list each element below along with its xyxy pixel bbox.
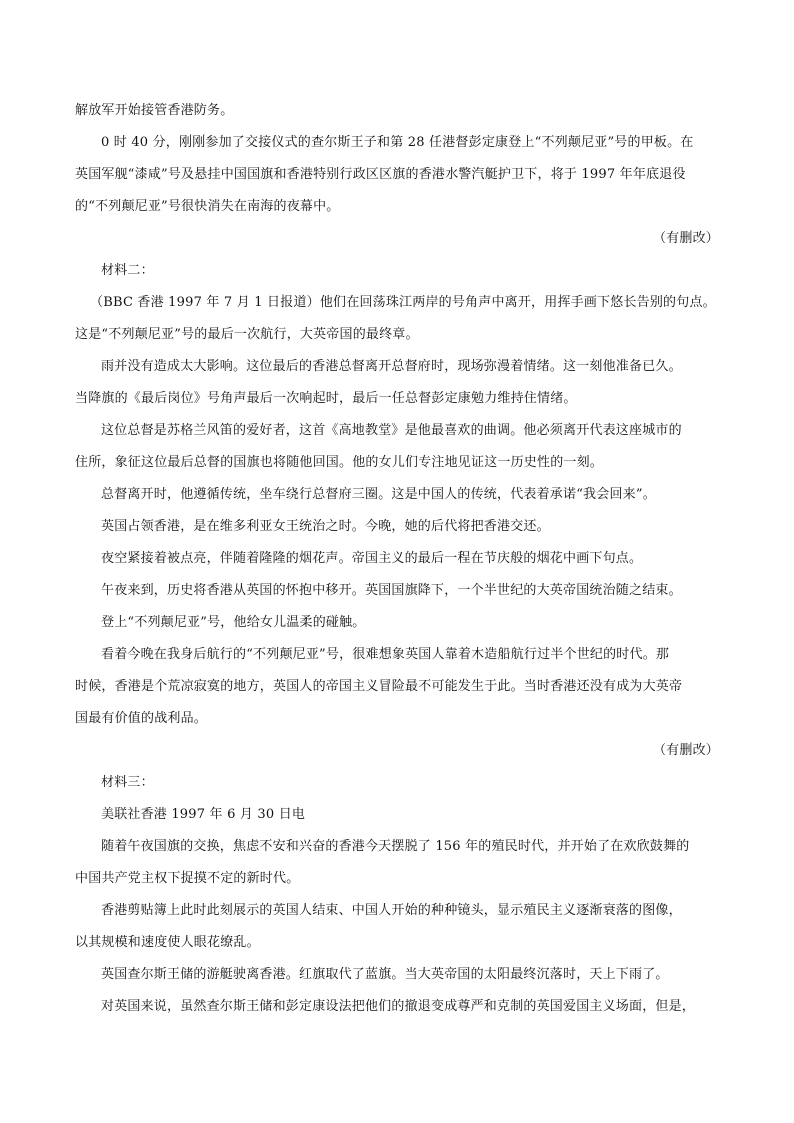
text-line: 住所，象征这位最后总督的国旗也将随他回国。他的女儿们专注地见证这一历史性的一刻。 xyxy=(75,455,604,470)
text-line: 随着午夜国旗的交换，焦虑不安和兴奋的香港今天摆脱了 156 年的殖民时代，并开始了在欢欣鼓舞的 xyxy=(101,839,690,854)
section-heading: 材料三： xyxy=(101,775,154,790)
text-line: 中国共产党主权下捉摸不定的新时代。 xyxy=(75,871,300,886)
text-line: 0 时 40 分，刚刚参加了交接仪式的查尔斯王子和第 28 任港督彭定康登上“不列颠尼亚”号的甲板。在 xyxy=(101,135,694,150)
text-line: 英国占领香港，是在维多利亚女王统治之时。今晚，她的后代将把香港交还。 xyxy=(101,519,550,534)
text-line: 当降旗的《最后岗位》号角声最后一次响起时，最后一任总督彭定康勉力维持住情绪。 xyxy=(75,391,577,406)
text-line: （BBC 香港 1997 年 7 月 1 日报道）他们在回荡珠江两岸的号角声中离开，用挥手画下悠长告别的句点。 xyxy=(90,295,716,310)
text-line: 解放军开始接管香港防务。 xyxy=(75,103,234,118)
text-line: 总督离开时，他遵循传统，坐车绕行总督府三圈。这是中国人的传统，代表着承诺“我会回来”。 xyxy=(101,487,656,502)
text-line: 英国军舰“漆咸”号及悬挂中国国旗和香港特别行政区区旗的香港水警汽艇护卫下，将于 1997 年年底退役 xyxy=(75,167,686,182)
text-line: 时候，香港是个荒凉寂寞的地方，英国人的帝国主义冒险最不可能发生于此。当时香港还没有成为大英帝 xyxy=(75,679,683,694)
text-line: 对英国来说，虽然查尔斯王储和彭定康设法把他们的撤退变成尊严和克制的英国爱国主义场面，但是， xyxy=(101,999,696,1014)
text-line: 英国查尔斯王储的游艇驶离香港。红旗取代了蓝旗。当大英帝国的太阳最终沉落时，天上下雨了。 xyxy=(101,967,669,982)
text-line: 这是“不列颠尼亚”号的最后一次航行，大英帝国的最终章。 xyxy=(75,327,419,342)
text-line: 夜空紧接着被点亮，伴随着隆隆的烟花声。帝国主义的最后一程在节庆般的烟花中画下句点。 xyxy=(101,551,643,566)
source-note: （有删改） xyxy=(652,743,719,758)
text-line: 国最有价值的战利品。 xyxy=(75,711,208,726)
section-heading: 材料二： xyxy=(101,263,154,278)
text-line: 午夜来到，历史将香港从英国的怀抱中移开。英国国旗降下，一个半世纪的大英帝国统治随之结束。 xyxy=(101,583,682,598)
text-line: 看着今晚在我身后航行的“不列颠尼亚”号，很难想象英国人靠着木造船航行过半个世纪的时代。那 xyxy=(101,647,670,662)
text-line: 登上“不列颠尼亚”号，他给女儿温柔的碰触。 xyxy=(101,615,366,630)
text-line: 香港剪贴簿上此时此刻展示的英国人结束、中国人开始的种种镜头，显示殖民主义逐渐衰落的图像， xyxy=(101,903,682,918)
text-line: 以其规模和速度使人眼花缭乱。 xyxy=(75,935,260,950)
text-line: 美联社香港 1997 年 6 月 30 日电 xyxy=(101,807,306,822)
text-line: 这位总督是苏格兰风笛的爱好者，这首《高地教堂》是他最喜欢的曲调。他必须离开代表这座城市的 xyxy=(101,423,682,438)
text-line: 雨并没有造成太大影响。这位最后的香港总督离开总督府时，现场弥漫着情绪。这一刻他准备已久。 xyxy=(101,359,682,374)
text-line: 的“不列颠尼亚”号很快消失在南海的夜幕中。 xyxy=(75,199,340,214)
source-note: （有删改） xyxy=(652,231,719,246)
